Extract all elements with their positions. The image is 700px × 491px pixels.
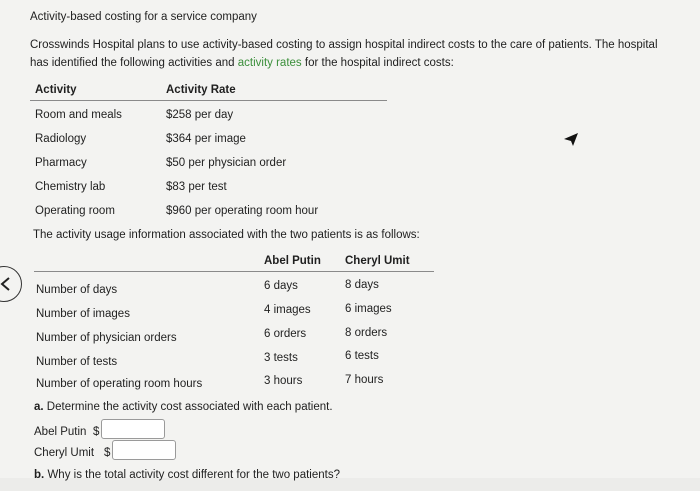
part-b-prompt: b. Why is the total activity cost different for the two patients?	[34, 469, 340, 481]
usage-row-label: Number of tests	[36, 356, 118, 368]
cheryl-cost-input[interactable]	[112, 440, 176, 460]
chevron-left-icon	[0, 267, 21, 301]
rates-row-activity: Pharmacy	[35, 157, 87, 169]
usage-row-label: Number of images	[36, 308, 130, 320]
cheryl-answer-label: Cheryl Umit	[34, 447, 95, 459]
usage-col-header: Abel Putin	[264, 255, 321, 267]
part-a-prompt: a. Determine the activity cost associated with each patient.	[34, 401, 333, 413]
rates-row-rate: $364 per image	[166, 133, 246, 145]
abel-cost-input[interactable]	[101, 419, 165, 439]
rates-row-rate: $83 per test	[166, 181, 227, 193]
usage-row-abel: 3 hours	[264, 375, 303, 387]
rates-col-rate-header: Activity Rate	[166, 84, 236, 96]
usage-row-label: Number of physician orders	[36, 332, 177, 344]
cheryl-currency-symbol: $	[104, 447, 111, 459]
usage-row-abel: 6 orders	[264, 328, 307, 340]
abel-currency-symbol: $	[93, 426, 100, 438]
intro-line-2: has identified the following activities and activity rates for the hospital indirect costs:	[30, 57, 454, 69]
usage-row-cheryl: 6 images	[345, 303, 392, 315]
rates-row-rate: $258 per day	[166, 109, 234, 121]
rates-row-activity: Room and meals	[35, 109, 122, 121]
question-title: Activity-based costing for a service company	[30, 11, 257, 23]
intro-line-1: Crosswinds Hospital plans to use activity-based costing to assign hospital indirect costs to the care of patients. The hospital	[30, 39, 658, 51]
usage-row-cheryl: 7 hours	[345, 374, 384, 386]
back-button[interactable]	[0, 266, 22, 302]
rates-row-activity: Chemistry lab	[35, 181, 106, 193]
rates-row-rate: $960 per operating room hour	[166, 205, 319, 217]
rates-row-rate: $50 per physician order	[166, 157, 287, 169]
usage-row-abel: 4 images	[264, 304, 311, 316]
usage-row-cheryl: 8 days	[345, 279, 379, 291]
usage-col-header: Cheryl Umit	[345, 255, 410, 267]
activity-rates-link[interactable]: activity rates	[237, 57, 302, 69]
usage-row-abel: 6 days	[264, 280, 298, 292]
usage-row-label: Number of days	[36, 284, 118, 296]
rates-row-activity: Operating room	[35, 205, 115, 217]
usage-row-label: Number of operating room hours	[36, 378, 203, 390]
usage-row-cheryl: 6 tests	[345, 350, 379, 362]
usage-row-abel: 3 tests	[264, 352, 298, 364]
rates-col-activity-header: Activity	[35, 84, 77, 96]
rates-header-divider	[30, 100, 387, 101]
usage-header-divider	[34, 271, 434, 272]
usage-intro: The activity usage information associated with the two patients is as follows:	[33, 229, 420, 241]
usage-row-cheryl: 8 orders	[345, 327, 388, 339]
abel-answer-label: Abel Putin	[34, 426, 87, 438]
rates-row-activity: Radiology	[35, 133, 87, 145]
mouse-pointer-icon	[564, 133, 580, 147]
